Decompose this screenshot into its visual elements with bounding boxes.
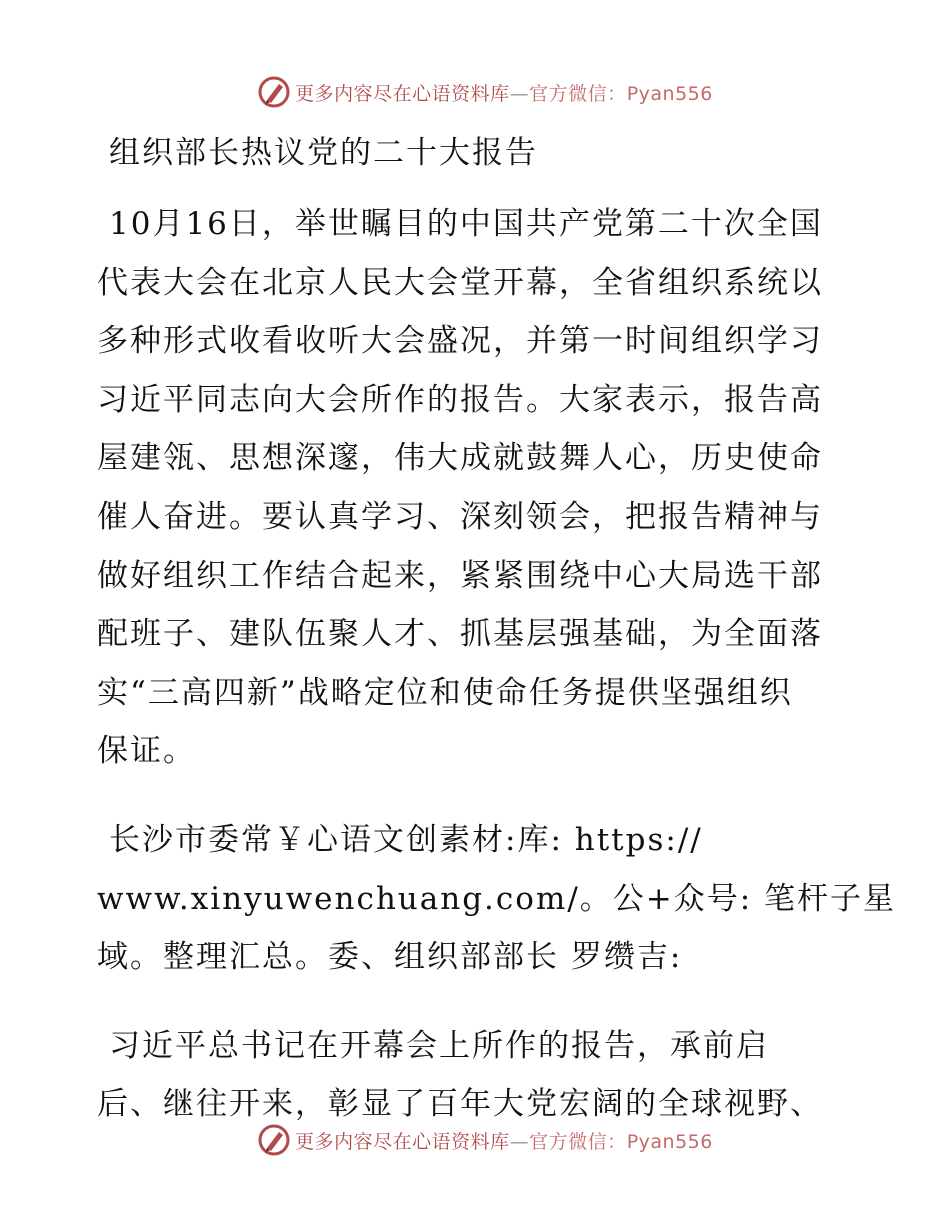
banner-main: 更多内容尽在心语资料库	[295, 1130, 510, 1153]
banner-main: 更多内容尽在心语资料库	[295, 82, 510, 105]
paragraph-line: 后、继往开来，彰显了百年大党宏阔的全球视野、	[97, 1086, 823, 1123]
paragraph-line: 10月16日，举世瞩目的中国共产党第二十次全国	[109, 206, 823, 242]
banner-content	[257, 1123, 713, 1157]
banner-content	[257, 75, 713, 109]
paragraph-line: 屋建瓴、思想深邃，伟大成就鼓舞人心，历史使命	[97, 440, 823, 477]
banner-text	[295, 1127, 713, 1154]
banner-wechat-id: Pyan556	[626, 1130, 713, 1153]
paragraph-line: 代表大会在北京人民大会堂开幕，全省组织系统以	[97, 264, 823, 301]
paragraph-line: 催人奋进。要认真学习、深刻领会，把报告精神与	[97, 498, 823, 535]
paragraph-line: 多种形式收看收听大会盛况，并第一时间组织学习	[97, 323, 823, 360]
banner-official-label: 官方微信：	[529, 82, 627, 105]
paragraph-3	[97, 1017, 857, 1134]
banner-official-label: 官方微信：	[529, 1130, 627, 1153]
pen-logo-icon	[257, 1123, 291, 1157]
banner-text	[295, 79, 713, 106]
paragraph-line: www.xinyuwenchuang.com/。公+众号: 笔杆子星	[97, 880, 897, 917]
paragraph-1	[97, 195, 857, 781]
banner-separator: —	[509, 82, 530, 105]
banner-separator: —	[509, 1130, 530, 1153]
paragraph-line: 保证。	[97, 733, 196, 770]
paragraph-2	[97, 811, 897, 987]
pen-logo-icon	[257, 75, 291, 109]
footer-banner	[0, 1118, 950, 1162]
paragraph-line: 配班子、建队伍聚人才、抓基层强基础，为全面落	[97, 616, 823, 653]
document-body	[97, 120, 897, 1134]
banner-wechat-id: Pyan556	[626, 82, 713, 105]
paragraph-line: 习近平同志向大会所作的报告。大家表示，报告高	[97, 381, 823, 418]
paragraph-line: 长沙市委常￥心语文创素材:库: https://	[109, 821, 703, 858]
paragraph-line: 习近平总书记在开幕会上所作的报告，承前启	[109, 1027, 769, 1064]
header-banner	[0, 70, 950, 114]
paragraph-line: 做好组织工作结合起来，紧紧围绕中心大局选干部	[97, 557, 823, 594]
paragraph-line: 实“三高四新”战略定位和使命任务提供坚强组织	[97, 674, 793, 711]
document-title: 组织部长热议党的二十大报告	[109, 135, 538, 171]
paragraph-line: 域。整理汇总。委、组织部部长 罗缵吉:	[97, 939, 683, 976]
